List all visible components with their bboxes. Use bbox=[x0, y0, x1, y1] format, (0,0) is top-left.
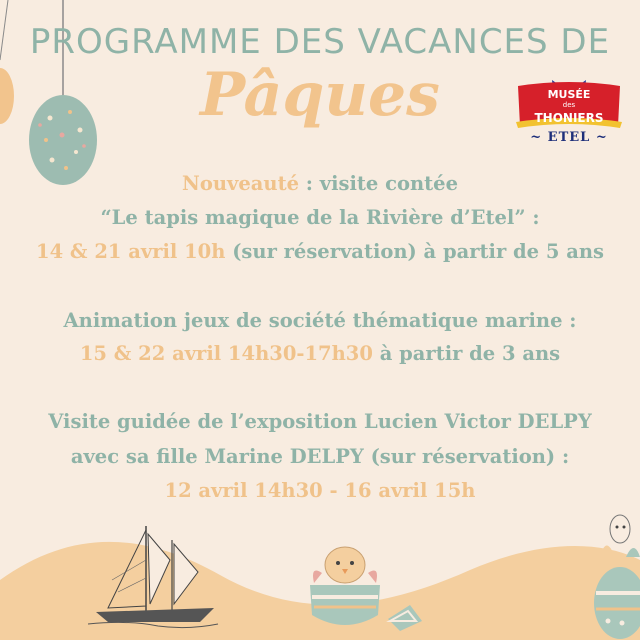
event-2-schedule bbox=[0, 342, 640, 365]
chick-in-egg-icon bbox=[290, 535, 440, 640]
event-1-schedule bbox=[0, 240, 640, 263]
logo-line-3: THONIERS bbox=[534, 111, 604, 125]
event-3-subtitle: avec sa fille Marine DELPY (sur réservation) : bbox=[70, 445, 570, 468]
event-1-intro bbox=[0, 172, 640, 195]
event-2-details: à partir de 3 ans bbox=[372, 342, 561, 365]
event-1-title: “Le tapis magique de la Rivière d’Etel” : bbox=[100, 206, 540, 229]
event-3-dates: 12 avril 14h30 - 16 avril 15h bbox=[164, 479, 476, 502]
event-1-intro-text: : visite contée bbox=[299, 172, 458, 195]
decorated-egg-icon bbox=[586, 505, 640, 640]
logo-line-4: ~ ETEL ~ bbox=[530, 130, 608, 145]
logo-line-1: MUSÉE bbox=[547, 88, 591, 101]
event-3-title: Visite guidée de l’exposition Lucien Victor DELPY bbox=[48, 410, 592, 433]
sailboat-icon bbox=[88, 520, 228, 630]
event-2-dates: 15 & 22 avril 14h30-17h30 bbox=[79, 342, 373, 365]
logo-line-2: des bbox=[562, 101, 576, 109]
event-1-dates: 14 & 21 avril 10h bbox=[36, 240, 226, 263]
event-1-label: Nouveauté bbox=[182, 172, 299, 195]
event-2-title: Animation jeux de société thématique marine : bbox=[63, 309, 577, 332]
museum-logo bbox=[514, 78, 624, 158]
page-script-title: Pâques bbox=[200, 60, 440, 130]
page-title: PROGRAMME DES VACANCES DE bbox=[29, 22, 611, 62]
event-1-details: (sur réservation) à partir de 5 ans bbox=[225, 240, 604, 263]
